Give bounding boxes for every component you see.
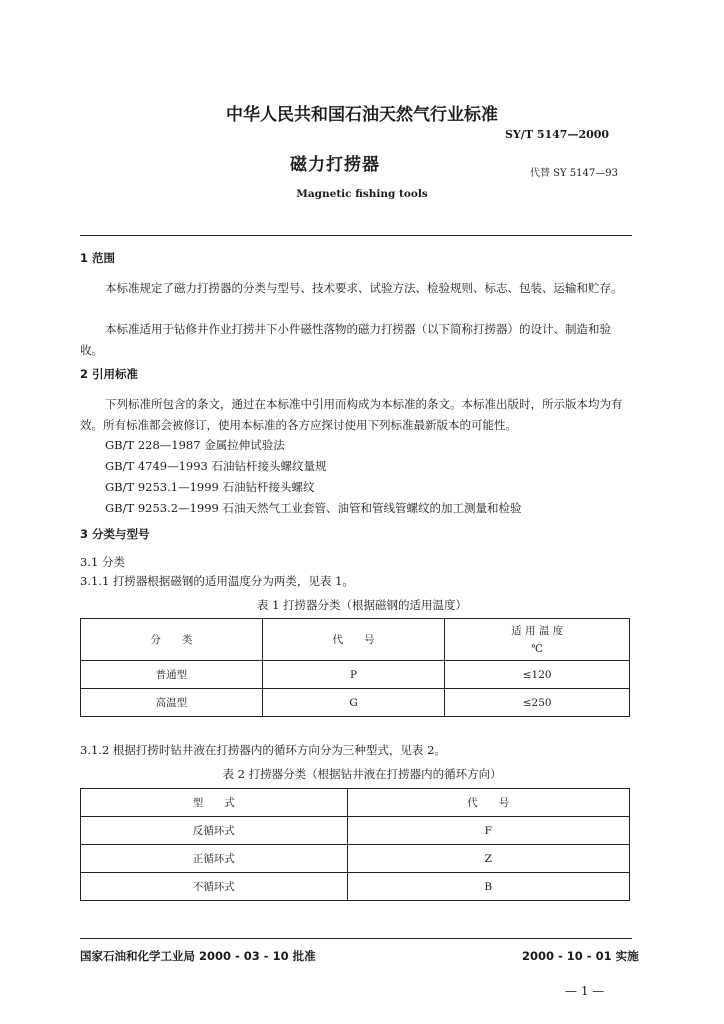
table-2-header-type: 型 式	[81, 789, 348, 817]
table-cell: 高温型	[81, 689, 263, 717]
table-1-header-temp-unit: ℃	[531, 642, 544, 655]
table-1-header-temp	[445, 619, 630, 661]
table-cell: ≤250	[445, 689, 630, 717]
section-3-1-1-text: 3.1.1 打捞器根据磁钢的适用温度分为两类，见表 1。	[80, 574, 354, 588]
english-title: Magnetic fishing tools	[296, 188, 428, 200]
effective-date: 2000 - 10 - 01 实施	[522, 949, 639, 963]
table-2-caption: 表 2 打捞器分类（根据钻井液在打捞器内的循环方向）	[222, 767, 502, 781]
replaces-note: 代替 SY 5147—93	[530, 168, 618, 179]
table-row	[81, 661, 630, 689]
section-1-para-1: 本标准规定了磁力打捞器的分类与型号、技术要求、试验方法、检验规则、标志、包装、运输和贮存。	[105, 281, 623, 295]
table-1-header-code: 代 号	[262, 619, 445, 661]
section-2-heading: 2 引用标准	[80, 367, 139, 381]
table-cell: F	[347, 817, 629, 845]
table-cell: P	[262, 661, 445, 689]
table-row	[81, 817, 630, 845]
section-3-heading: 3 分类与型号	[80, 527, 150, 541]
approval-date: 国家石油和化学工业局 2000 - 03 - 10 批准	[80, 949, 316, 963]
org-title: 中华人民共和国石油天然气行业标准	[226, 105, 498, 125]
document-title: 磁力打捞器	[290, 155, 380, 175]
table-row	[81, 845, 630, 873]
section-1-para-2: 本标准适用于钻修井作业打捞井下小件磁性落物的磁力打捞器（以下简称打捞器）的设计、制造和验收。	[80, 322, 611, 357]
section-1-heading: 1 范围	[80, 251, 116, 265]
reference-item: GB/T 9253.2—1999 石油天然气工业套管、油管和管线管螺纹的加工测量和检验	[105, 501, 522, 515]
section-2-para-1: 下列标准所包含的条文，通过在本标准中引用而构成为本标准的条文。本标准出版时，所示版本均为有效。所有标准都会被修订，使用本标准的各方应探讨使用下列标准最新版本的可能性。	[80, 397, 623, 432]
table-cell: 反循环式	[81, 817, 348, 845]
table-1-header-class: 分 类	[81, 619, 263, 661]
table-cell: ≤120	[445, 661, 630, 689]
table-row	[81, 873, 630, 901]
table-cell: G	[262, 689, 445, 717]
section-3-1-heading: 3.1 分类	[80, 555, 125, 569]
table-cell: 正循环式	[81, 845, 348, 873]
table-cell: Z	[347, 845, 629, 873]
table-cell: B	[347, 873, 629, 901]
table-cell: 普通型	[81, 661, 263, 689]
table-cell: 不循环式	[81, 873, 348, 901]
reference-item: GB/T 228—1987 金属拉伸试验法	[105, 438, 285, 452]
table-2	[80, 788, 630, 901]
header-rule	[80, 235, 632, 236]
reference-item: GB/T 4749—1993 石油钻杆接头螺纹量规	[105, 459, 327, 473]
table-1	[80, 618, 630, 717]
standard-number: SY/T 5147—2000	[505, 128, 610, 141]
table-1-caption: 表 1 打捞器分类（根据磁钢的适用温度）	[256, 598, 468, 612]
page-number: — 1 —	[565, 984, 605, 998]
table-row	[81, 689, 630, 717]
table-2-header-code: 代 号	[347, 789, 629, 817]
section-3-1-2-text: 3.1.2 根据打捞时钻井液在打捞器内的循环方向分为三种型式，见表 2。	[80, 743, 446, 757]
footer-rule	[80, 938, 632, 939]
reference-item: GB/T 9253.1—1999 石油钻杆接头螺纹	[105, 480, 315, 494]
table-1-header-temp-label: 适 用 温 度	[511, 624, 564, 637]
